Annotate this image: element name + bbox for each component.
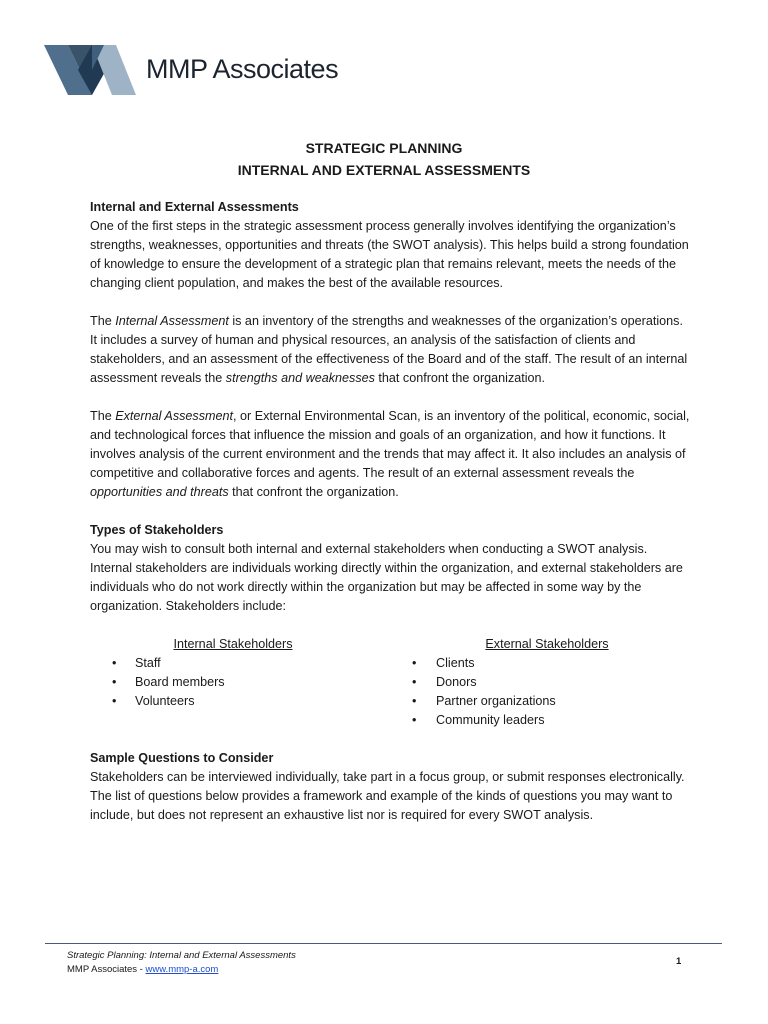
footer-doc-title: Strategic Planning: Internal and External Assessments <box>67 950 296 961</box>
internal-stakeholders-title: Internal Stakeholders <box>173 637 293 651</box>
internal-stakeholders-column <box>90 635 390 730</box>
section-heading-stakeholders: Types of Stakeholders <box>90 523 224 537</box>
logo-mark-icon <box>44 45 136 95</box>
footer-website-link[interactable]: www.mmp-a.com <box>145 964 219 975</box>
section-heading-assessments: Internal and External Assessments <box>90 200 299 214</box>
logo-text: MMP Associates <box>146 54 339 84</box>
section-heading-questions: Sample Questions to Consider <box>90 751 274 765</box>
page-number: 1 <box>676 956 682 967</box>
document-body <box>90 198 690 825</box>
list-item: • Board members <box>90 673 390 692</box>
list-item: • Volunteers <box>90 692 390 711</box>
term-strengths-weaknesses: strengths and weaknesses <box>225 371 375 385</box>
footer-divider <box>45 943 722 944</box>
list-item: • Staff <box>90 654 390 673</box>
term-opportunities-threats: opportunities and threats <box>90 485 229 499</box>
term-external-assessment: External Assessment <box>115 409 234 423</box>
footer-org: MMP Associates - www.mmp-a.com <box>67 964 219 975</box>
list-item: • Partner organizations <box>390 692 690 711</box>
list-item: • Donors <box>390 673 690 692</box>
list-item: • Clients <box>390 654 690 673</box>
stakeholder-lists <box>90 635 690 730</box>
paragraph-stakeholders: You may wish to consult both internal and external stakeholders when conducting a SWOT analysis. Internal stakeholders are individuals working directly within the organization, and external stakeholders are individuals who do not work directly within the organization but may be affected in some way by the organization. Stakeholders include: <box>90 542 683 613</box>
internal-stakeholders-list <box>90 654 390 711</box>
external-stakeholders-column <box>390 635 690 730</box>
list-item: • Community leaders <box>390 711 690 730</box>
footer <box>67 949 296 977</box>
external-stakeholders-title: External Stakeholders <box>485 637 609 651</box>
paragraph-intro: One of the first steps in the strategic assessment process generally involves identifying the organization’s strengths, weaknesses, opportunities and threats (the SWOT analysis). This helps build a strong foundation of knowledge to ensure the development of a strategic plan that remains relevant, meets the needs of the changing client population, and makes the best of the available resources. <box>90 219 689 290</box>
title-line-2: INTERNAL AND EXTERNAL ASSESSMENTS <box>237 162 531 178</box>
paragraph-questions: Stakeholders can be interviewed individually, take part in a focus group, or submit responses electronically. The list of questions below provides a framework and example of the kinds of questions you may want to include, but does not represent an exhaustive list nor is required for every SWOT analysis. <box>90 770 685 822</box>
company-logo <box>44 45 136 95</box>
paragraph-internal-assessment: The Internal Assessment is an inventory of the strengths and weaknesses of the organization’s operations. It includes a survey of human and physical resources, an analysis of the satisfaction of clients and stakeholders, and an assessment of the effectiveness of the Board and of the staff. The result of an internal assessment reveals the strengths and weaknesses that confront the organization. <box>90 314 688 385</box>
term-internal-assessment: Internal Assessment <box>115 314 229 328</box>
paragraph-external-assessment: The External Assessment, or External Environmental Scan, is an inventory of the political, economic, social, and technological forces that influence the mission and goals of an organization, and how it functions. It involves analysis of the current environment and the trends that may affect it. It also includes an analysis of competitive and collaborative forces and agents. The result of an external assessment reveals the opportunities and threats that confront the organization. <box>90 409 690 499</box>
title-line-1: STRATEGIC PLANNING <box>305 140 463 156</box>
external-stakeholders-list <box>390 654 690 730</box>
document-title <box>0 137 768 181</box>
